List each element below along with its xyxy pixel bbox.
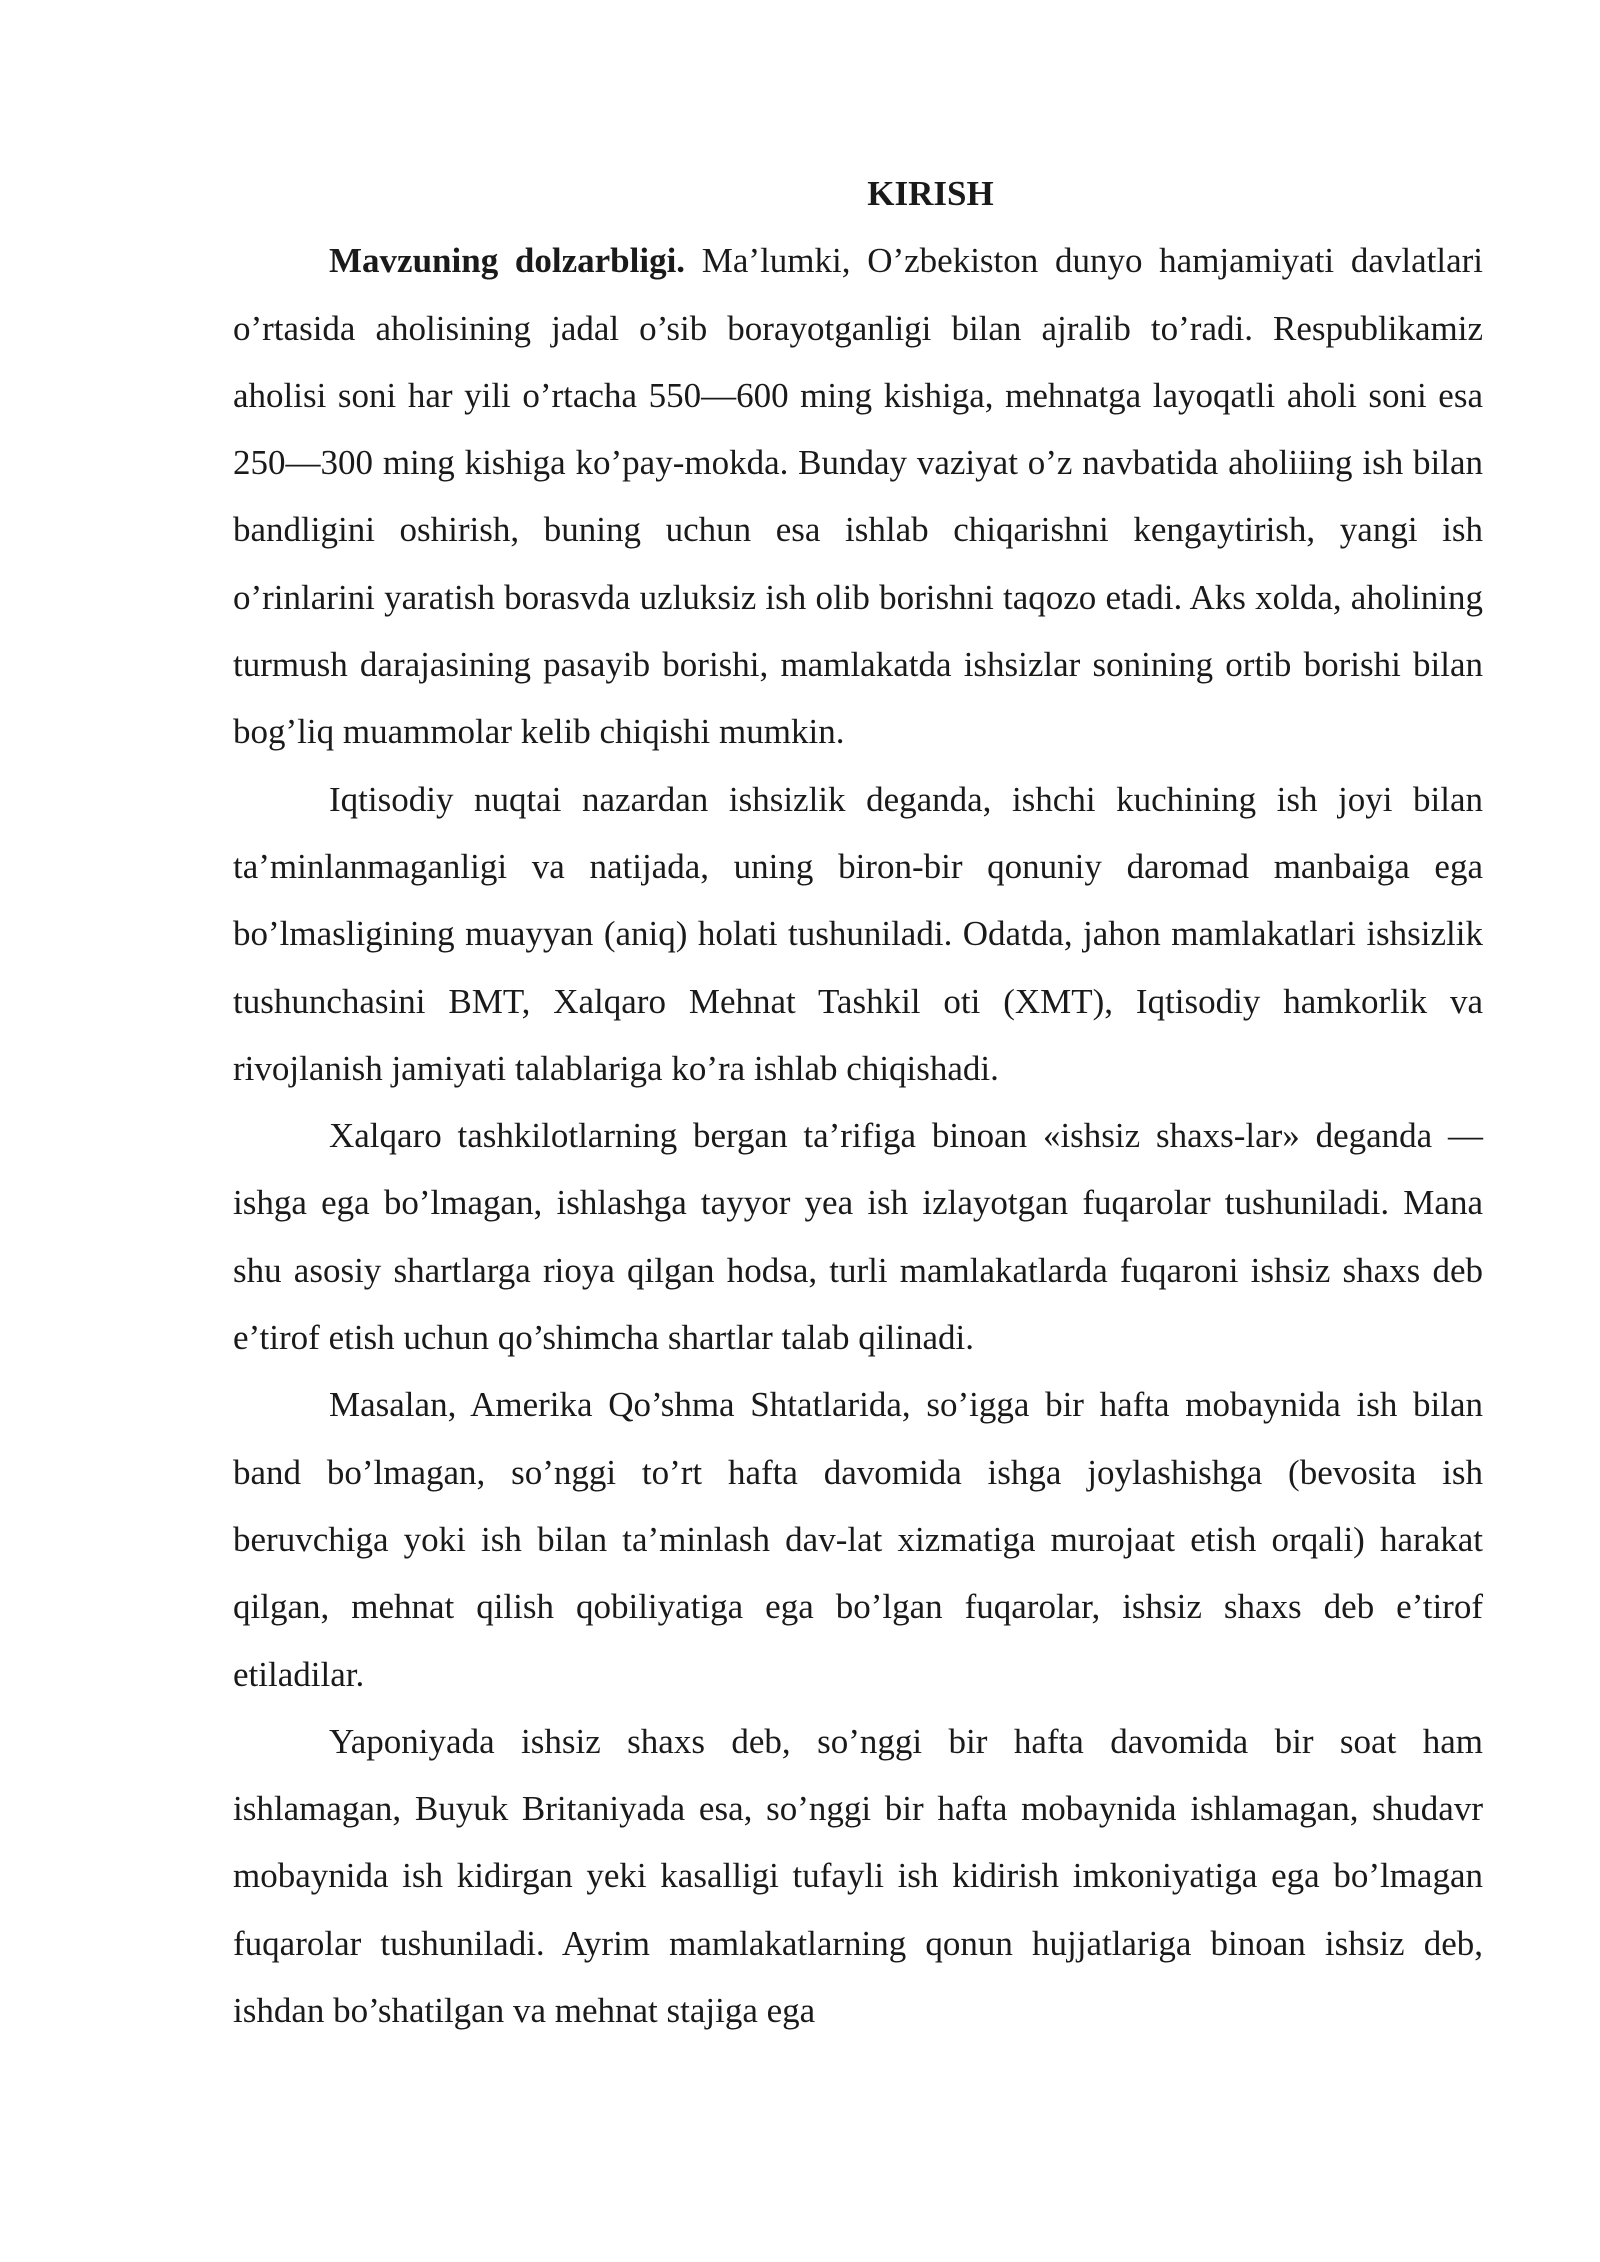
page-title: KIRISH — [867, 174, 994, 213]
paragraph-1 — [233, 227, 1483, 765]
paragraph-text: Iqtisodiy nuqtai nazardan ishsizlik deganda, ishchi kuchining ish joyi bilan ta’minlanmaganligi va natijada, uning biron-bir qonuniy daromad manbaiga ega bo’lmasligining muayyan (aniq) holati tushuniladi. Odatda, jahon mamlakatlari ishsizlik tushunchasini BMT, Xalqaro Mehnat Tashkil oti (XMT), Iqtisodiy hamkorlik va rivojlanish jamiyati talablariga ko’ra ishlab chiqishadi. — [233, 779, 1483, 1088]
paragraph-3 — [233, 1102, 1483, 1371]
paragraph-text: Ma’lumki, O’zbekiston dunyo hamjamiyati davlatlari o’rtasida aholisining jadal o’sib borayotganligi bilan ajralib to’radi. Respublikamiz aholisi soni har yili o’rtacha 550—600 ming kishiga, mehnatga layoqatli aholi soni esa 250—300 ming kishiga ko’pay-mokda. Bunday vaziyat o’z navbatida aholiiing ish bilan bandligini oshirish, buning uchun esa ishlab chiqarishni kengaytirish, yangi ish o’rinlarini yaratish borasvda uzluksiz ish olib borishni taqozo etadi. Aks xolda, aholining turmush darajasining pasayib borishi, mamlakatda ishsizlar sonining ortib borishi bilan bog’liq muammolar kelib chiqishi mumkin. — [233, 241, 1483, 752]
paragraph-lead: Mavzuning dolzarbligi. — [329, 241, 686, 281]
paragraph-text: Xalqaro tashkilotlarning bergan ta’rifiga binoan «ishsiz shaxs-lar» deganda — ishga ega bo’lmagan, ishlashga tayyor yea ish izlayotgan fuqarolar tushuniladi. Mana shu asosiy shartlarga rioya qilgan hodsa, turli mamlakatlarda fuqaroni ishsiz shaxs deb e’tirof etish uchun qo’shimcha shartlar talab qilinadi. — [233, 1116, 1483, 1358]
paragraph-5 — [233, 1708, 1483, 2044]
paragraph-4 — [233, 1371, 1483, 1707]
document-body — [233, 160, 1483, 2044]
paragraph-text: Yaponiyada ishsiz shaxs deb, so’nggi bir hafta davomida bir soat ham ishlamagan, Buyuk Britaniyada esa, so’nggi bir hafta mobaynida ishlamagan, shudavr mobaynida ish kidirgan yeki kasalligi tufayli ish kidirish imkoniyatiga ega bo’lmagan fuqarolar tushuniladi. Ayrim mamlakatlarning qonun hujjatlariga binoan ishsiz deb, ishdan bo’shatilgan va mehnat stajiga ega — [233, 1721, 1483, 2031]
paragraph-text: Masalan, Amerika Qo’shma Shtatlarida, so’igga bir hafta mobaynida ish bilan band bo’lmagan, so’nggi to’rt hafta davomida ishga joylashishga (bevosita ish beruvchiga yoki ish bilan ta’minlash dav-lat xizmatiga murojaat etish orqali) harakat qilgan, mehnat qilish qobiliyatiga ega bo’lgan fuqarolar, ishsiz shaxs deb e’tirof etiladilar. — [233, 1385, 1483, 1694]
paragraph-2 — [233, 766, 1483, 1102]
